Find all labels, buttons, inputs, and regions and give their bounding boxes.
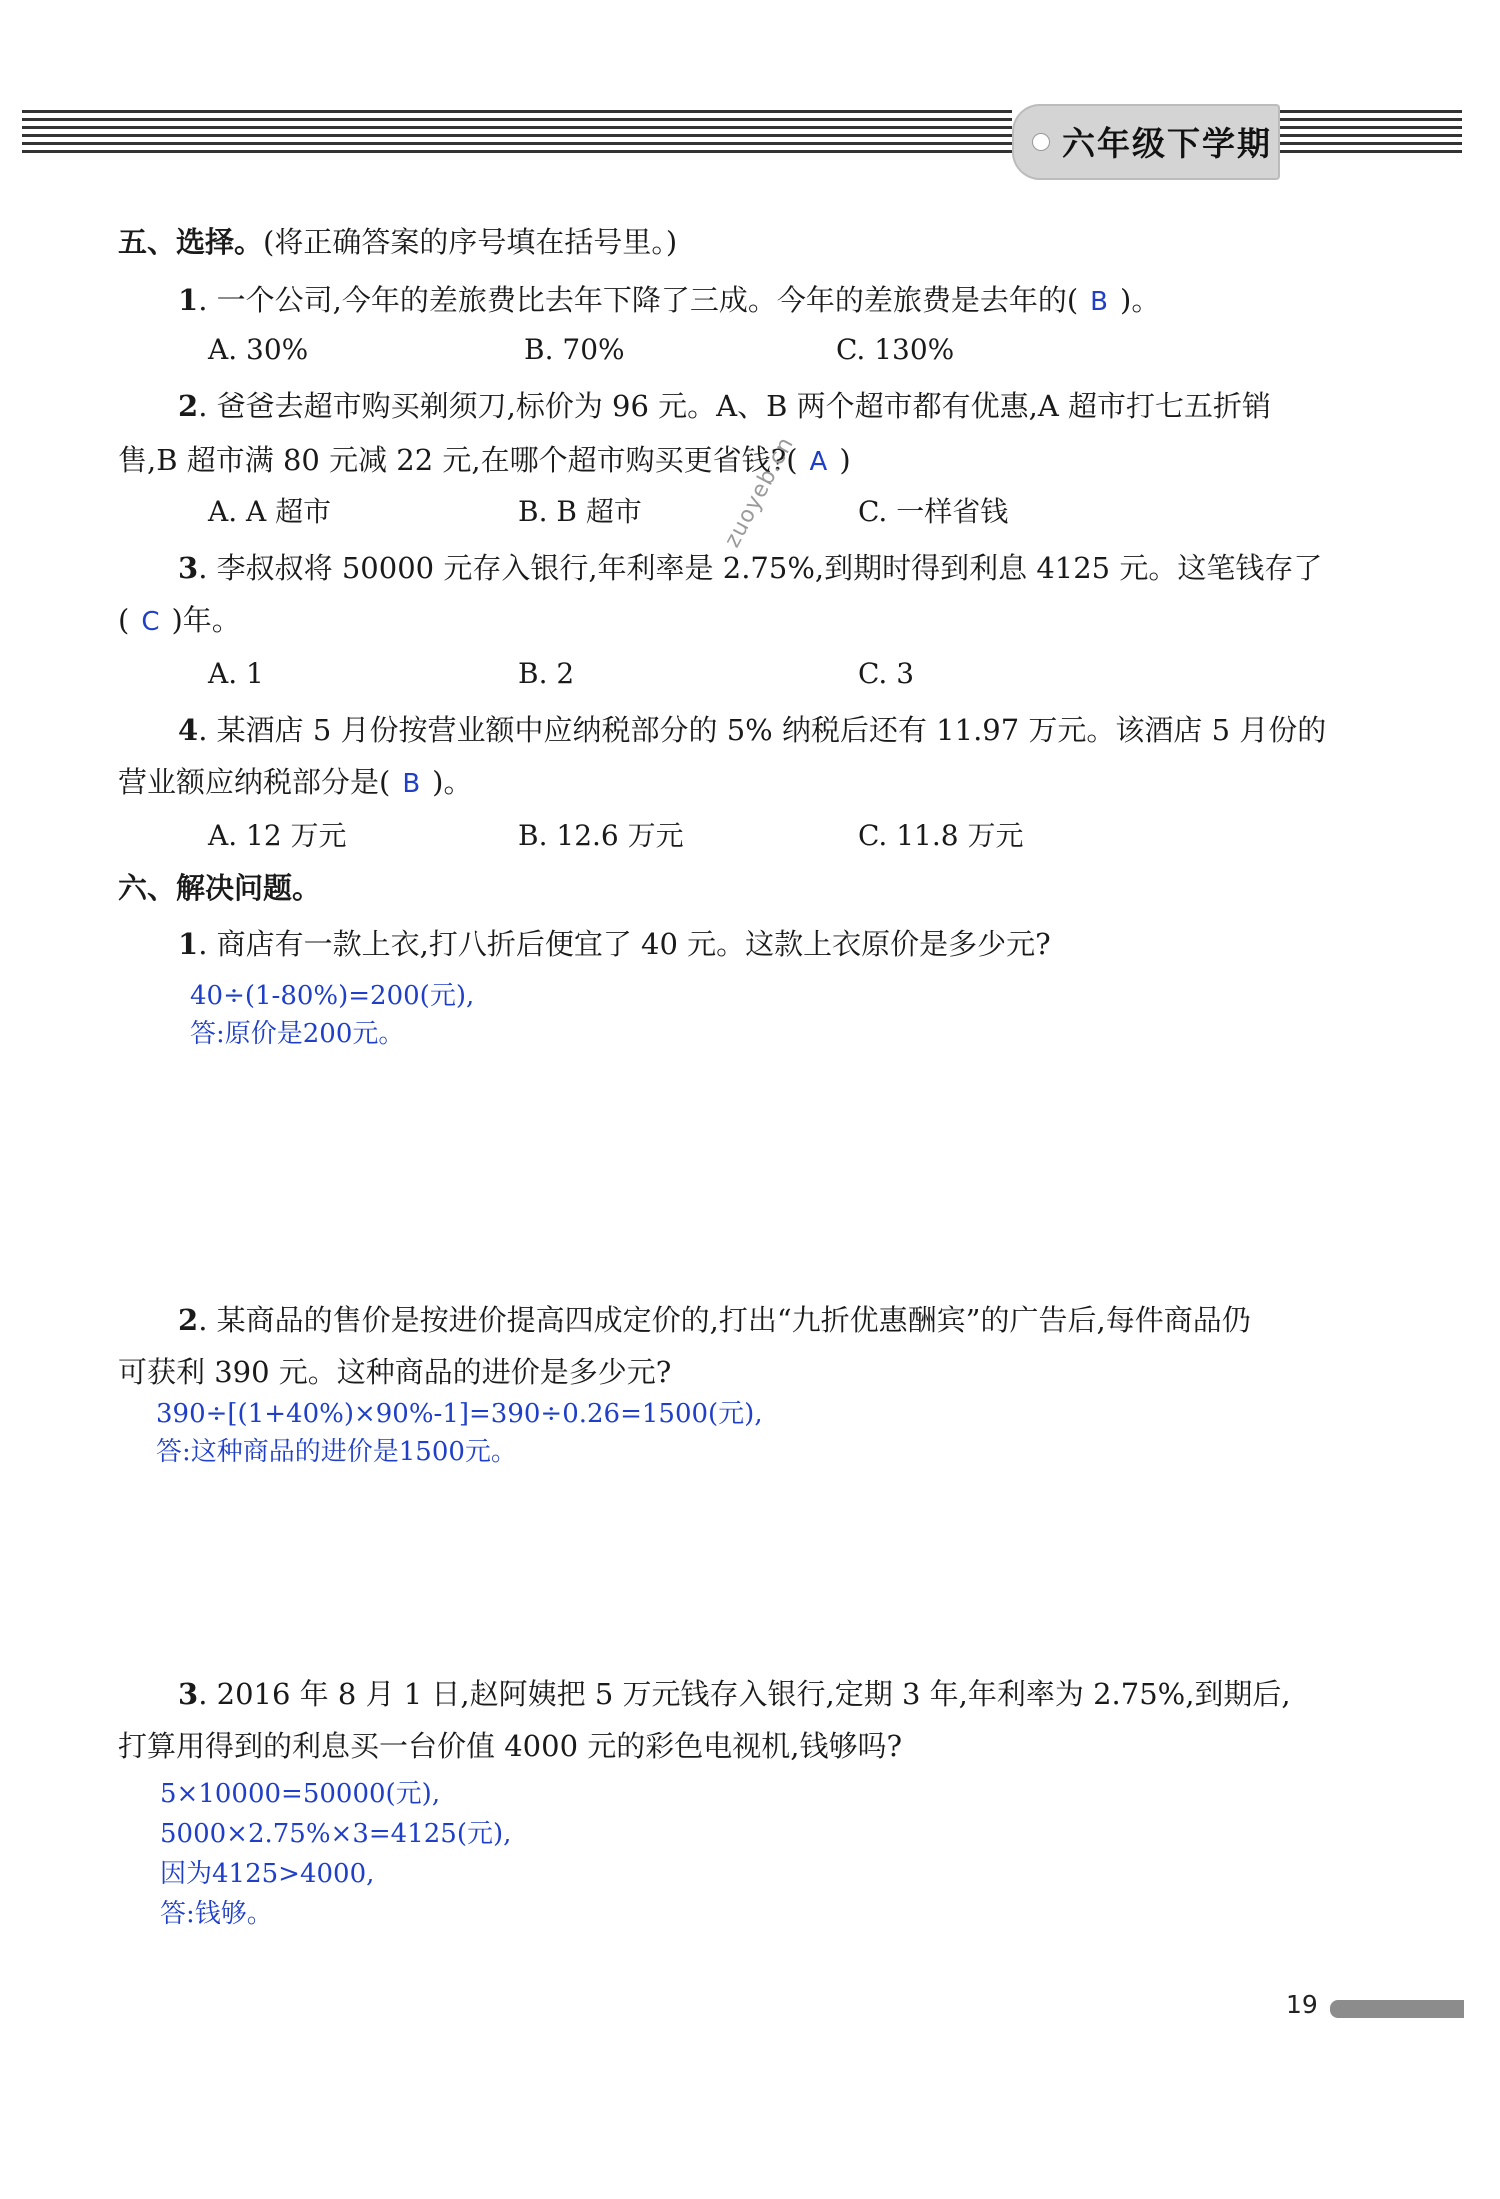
solution-line: 5×10000=50000(元), [160,1779,441,1809]
answer-mark: B [1090,287,1109,317]
answer-mark: C [141,607,160,637]
option-c: C. 130% [836,333,955,366]
option-c: C. 3 [858,657,915,690]
question-4-line-1 [178,710,1326,750]
bullet-icon [1032,133,1050,151]
question-text-end: ) [839,443,851,477]
footer-bar [1330,2000,1464,2018]
problem-text: . 某商品的售价是按进价提高四成定价的,打出“九折优惠酬宾”的广告后,每件商品仍 [198,1303,1251,1337]
question-text: 售,B 超市满 80 元减 22 元,在哪个超市购买更省钱?( [118,443,798,477]
section-five-heading [118,222,677,262]
question-number: 2 [178,389,199,423]
section-note: (将正确答案的序号填在括号里。) [263,225,678,259]
solution-line: 因为4125>4000, [160,1859,375,1889]
problem-1 [178,924,1051,964]
header-rule-left [22,110,1012,170]
question-text: . 一个公司,今年的差旅费比去年下降了三成。今年的差旅费是去年的( [198,283,1079,317]
header-rule-right [1280,110,1462,170]
option-a: A. 30% [208,333,309,366]
watermark: zuoyeb.cn [720,432,800,552]
answer-mark: B [402,769,421,799]
question-3-line-2 [118,600,241,642]
question-text-end: )年。 [171,603,241,637]
section-title: 五、选择。 [118,225,264,259]
question-text: . 某酒店 5 月份按营业额中应纳税部分的 5% 纳税后还有 11.97 万元。该酒店 5 月份的 [198,713,1327,747]
option-a: A. A 超市 [208,495,332,528]
problem-text: . 2016 年 8 月 1 日,赵阿姨把 5 万元钱存入银行,定期 3 年,年利率为 2.75%,到期后, [198,1677,1291,1711]
problem-number: 1 [178,927,199,961]
question-2-line-1 [178,386,1271,426]
problem-3-line-1 [178,1674,1291,1714]
question-1 [178,280,1160,322]
page-number: 19 [1286,1990,1318,2019]
solution-line: 答:原价是200元。 [190,1019,405,1049]
header-tab [1012,104,1280,180]
solution-line: 答:钱够。 [160,1899,273,1929]
problem-text: . 商店有一款上衣,打八折后便宜了 40 元。这款上衣原价是多少元? [198,927,1051,961]
solution-line: 答:这种商品的进价是1500元。 [156,1437,517,1467]
problem-2-line-1 [178,1300,1251,1340]
option-b: B. 2 [518,657,575,690]
question-text-end: )。 [432,765,473,799]
question-3-line-1 [178,548,1322,588]
option-c: C. 一样省钱 [858,495,1009,528]
question-text: . 李叔叔将 50000 元存入银行,年利率是 2.75%,到期时得到利息 4125 元。这笔钱存了 [198,551,1323,585]
option-b: B. B 超市 [518,495,642,528]
solution-line: 40÷(1-80%)=200(元), [190,981,475,1011]
grade-title: 六年级下学期 [1062,124,1272,163]
problem-3-line-2: 打算用得到的利息买一台价值 4000 元的彩色电视机,钱够吗? [118,1729,903,1763]
option-a: A. 12 万元 [208,819,347,852]
solution-line: 390÷[(1+40%)×90%-1]=390÷0.26=1500(元), [156,1399,763,1429]
question-text: 营业额应纳税部分是( [118,765,391,799]
question-text: . 爸爸去超市购买剃须刀,标价为 96 元。A、B 两个超市都有优惠,A 超市打七五折销 [198,389,1272,423]
option-a: A. 1 [208,657,264,690]
option-c: C. 11.8 万元 [858,819,1024,852]
option-b: B. 12.6 万元 [518,819,684,852]
option-b: B. 70% [524,333,625,366]
problem-number: 2 [178,1303,199,1337]
question-number: 4 [178,713,199,747]
question-text-end: )。 [1120,283,1161,317]
answer-mark: A [809,447,828,477]
question-4-line-2 [118,762,473,804]
question-2-line-2 [118,440,851,482]
question-number: 3 [178,551,199,585]
section-six-heading: 六、解决问题。 [118,871,322,905]
question-text: ( [118,603,130,637]
question-number: 1 [178,283,199,317]
solution-line: 5000×2.75%×3=4125(元), [160,1819,512,1849]
problem-2-line-2: 可获利 390 元。这种商品的进价是多少元? [118,1355,672,1389]
problem-number: 3 [178,1677,199,1711]
